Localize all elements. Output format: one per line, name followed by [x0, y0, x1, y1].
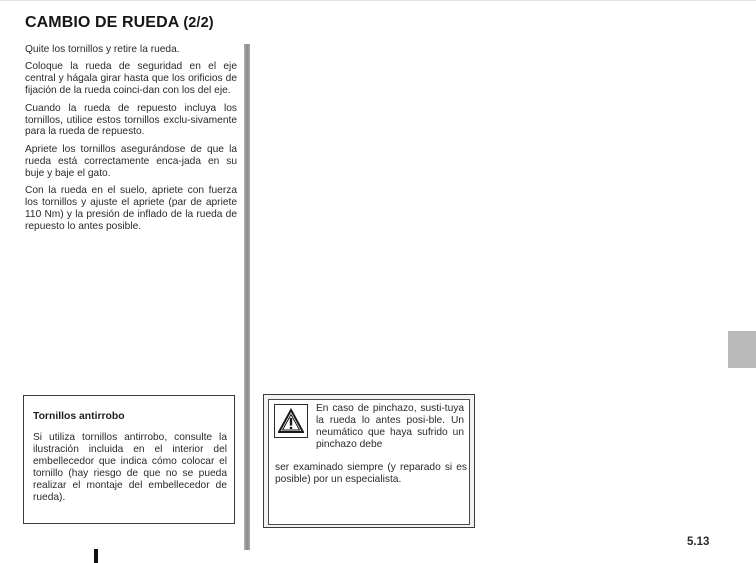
warning-icon-frame — [274, 404, 308, 438]
print-mark — [94, 549, 98, 563]
column-divider-bar — [244, 44, 250, 550]
paragraph: Cuando la rueda de repuesto incluya los tornillos, utilice estos tornillos exclu-sivamente para la rueda de repuesto. — [25, 102, 237, 138]
instructions-text — [25, 44, 237, 238]
warning-triangle-icon — [278, 408, 304, 434]
paragraph: Coloque la rueda de seguridad en el eje central y hágala girar hasta que los orificios de fijación de la rueda coinci-dan con los del eje. — [25, 61, 237, 97]
paragraph: Con la rueda en el suelo, apriete con fuerza los tornillos y ajuste el apriete (par de apriete 110 Nm) y la presión de inflado de la rueda de repuesto lo antes posible. — [25, 185, 237, 232]
paragraph: Apriete los tornillos asegurándose de que la rueda está correctamente enca-jada en su buje y baje el gato. — [25, 143, 237, 179]
title-text: CAMBIO DE RUEDA — [25, 14, 179, 31]
warning-text-top: En caso de pinchazo, susti-tuya la rueda lo antes posi-ble. Un neumático que haya sufrido un pinchazo debe — [316, 403, 464, 450]
paragraph: Quite los tornillos y retire la rueda. — [25, 44, 180, 55]
warning-box — [263, 394, 475, 528]
section-side-tab — [728, 331, 756, 368]
top-rule — [0, 0, 756, 1]
anti-theft-note-box — [23, 395, 235, 524]
page-title — [25, 14, 214, 32]
title-suffix: (2/2) — [183, 15, 214, 31]
note-text: Si utiliza tornillos antirrobo, consulte la ilustración incluida en el interior del embellecedor que indica cómo colocar el tornillo (hay riesgo de que no se pueda realizar el montaje del embellecedor de rueda). — [33, 432, 227, 503]
page-number: 5.13 — [687, 536, 710, 548]
warning-box-inner — [268, 399, 470, 525]
warning-text-bottom: ser examinado siempre (y reparado si es posible) por un especialista. — [275, 462, 467, 485]
note-title: Tornillos antirrobo — [33, 411, 125, 422]
